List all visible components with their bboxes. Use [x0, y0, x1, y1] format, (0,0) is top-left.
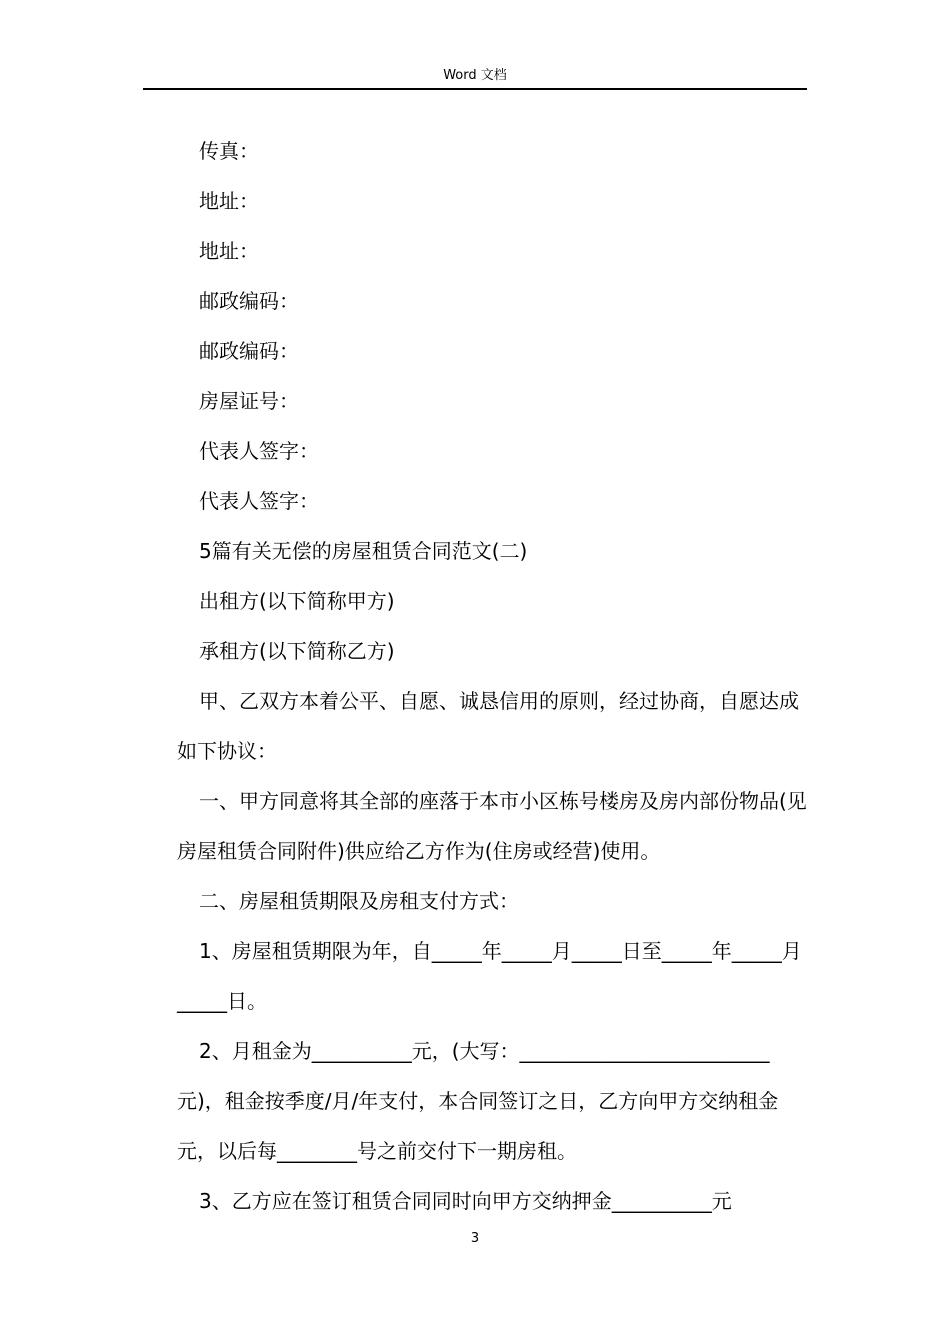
paragraph-deposit: 3、乙方应在签订租赁合同同时向甲方交纳押金__________元 [199, 1189, 732, 1213]
paragraph-section-title: 5篇有关无偿的房屋租赁合同范文(二) [199, 539, 528, 563]
paragraph-lessee: 承租方(以下简称乙方) [199, 639, 395, 663]
paragraph-address-1: 地址： [199, 189, 259, 213]
paragraph-lessor: 出租方(以下简称甲方) [199, 589, 395, 613]
paragraph-postcode-2: 邮政编码： [199, 339, 299, 363]
header-rule [143, 88, 807, 90]
paragraph-fax: 传真： [199, 139, 259, 163]
paragraph-address-2: 地址： [199, 239, 259, 263]
paragraph-signature-1: 代表人签字： [199, 439, 319, 463]
paragraph-clause-1: 一、甲方同意将其全部的座落于本市小区栋号楼房及房内部份物品(见房屋租赁合同附件)供应给乙方作为(住房或经营)使用。 [177, 789, 807, 863]
document-body [177, 126, 807, 1226]
paragraph-house-cert: 房屋证号： [199, 389, 299, 413]
paragraph-clause-2: 二、房屋租赁期限及房租支付方式： [199, 889, 519, 913]
paragraph-postcode-1: 邮政编码： [199, 289, 299, 313]
page-number: 3 [470, 1231, 480, 1246]
page-header: Word 文档 [443, 68, 507, 83]
paragraph-rent: 2、月租金为__________元，(大写：_________________________元)，租金按季度/月/年支付，本合同签订之日，乙方向甲方交纳租金元，以后每________号之前交付下一期房租。 [177, 1039, 779, 1163]
paragraph-agreement-intro: 甲、乙双方本着公平、自愿、诚恳信用的原则，经过协商，自愿达成如下协议： [177, 689, 799, 763]
paragraph-signature-2: 代表人签字： [199, 489, 319, 513]
paragraph-term: 1、房屋租赁期限为年，自_____年_____月_____日至_____年_____月_____日。 [177, 939, 802, 1013]
